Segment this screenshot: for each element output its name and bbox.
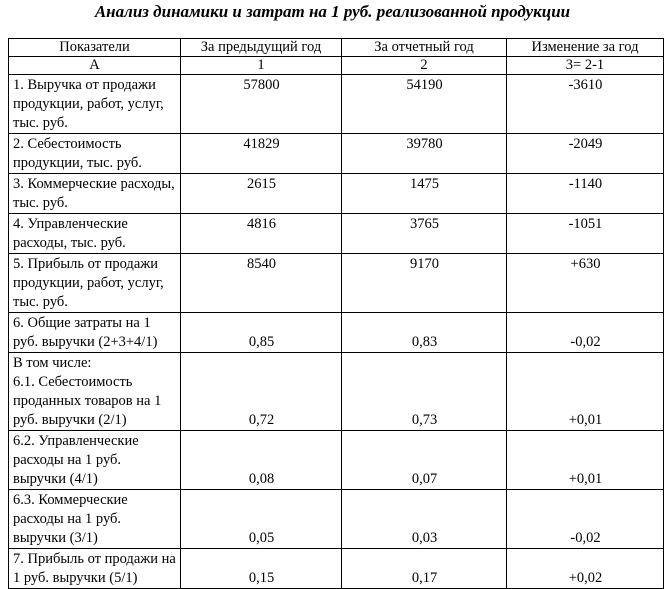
curr-year-cell: 3765 (342, 214, 507, 254)
change-cell: +0,02 (507, 549, 664, 589)
table-row (9, 549, 664, 589)
col-header-change: Изменение за год (507, 39, 664, 57)
table-row (9, 490, 664, 549)
subheader-2: 2 (342, 57, 507, 75)
indicator-intro: В том числе: (13, 355, 92, 371)
subheader-1: 1 (181, 57, 342, 75)
prev-year-cell: 0,15 (181, 549, 342, 589)
curr-year-cell: 1475 (342, 174, 507, 214)
prev-year-cell: 0,05 (181, 490, 342, 549)
change-cell: -0,02 (507, 313, 664, 353)
change-cell: +630 (507, 254, 664, 313)
curr-year-cell: 0,83 (342, 313, 507, 353)
curr-year-cell: 0,17 (342, 549, 507, 589)
page-title: Анализ динамики и затрат на 1 руб. реализованной продукции (94, 2, 571, 21)
indicator-cell: 3. Коммерческие расходы, тыс. руб. (9, 174, 181, 214)
prev-year-cell: 8540 (181, 254, 342, 313)
change-cell: -3610 (507, 75, 664, 134)
prev-year-cell: 41829 (181, 134, 342, 174)
curr-year-cell: 0,07 (342, 431, 507, 490)
header-row (9, 39, 664, 57)
subheader-3: 3= 2-1 (507, 57, 664, 75)
prev-year-cell: 0,72 (181, 353, 342, 431)
indicator-cell: 2. Себестоимость продукции, тыс. руб. (9, 134, 181, 174)
change-cell: -1051 (507, 214, 664, 254)
col-header-curr-year: За отчетный год (342, 39, 507, 57)
table-row (9, 174, 664, 214)
indicator-text: 6.1. Себестоимость проданных товаров на 1 руб. выручки (2/1) (13, 374, 162, 428)
table-row (9, 214, 664, 254)
table-row (9, 353, 664, 431)
change-cell: -2049 (507, 134, 664, 174)
curr-year-cell: 9170 (342, 254, 507, 313)
indicator-cell: 6. Общие затраты на 1 руб. выручки (2+3+4/1) (9, 313, 181, 353)
prev-year-cell: 2615 (181, 174, 342, 214)
col-header-prev-year: За предыдущий год (181, 39, 342, 57)
curr-year-cell: 39780 (342, 134, 507, 174)
prev-year-cell: 4816 (181, 214, 342, 254)
curr-year-cell: 54190 (342, 75, 507, 134)
change-cell: -0,02 (507, 490, 664, 549)
curr-year-cell: 0,73 (342, 353, 507, 431)
subheader-row (9, 57, 664, 75)
indicator-cell: 4. Управленческие расходы, тыс. руб. (9, 214, 181, 254)
table-row (9, 254, 664, 313)
col-header-indicator: Показатели (9, 39, 181, 57)
table-row (9, 75, 664, 134)
table-row (9, 313, 664, 353)
prev-year-cell: 0,08 (181, 431, 342, 490)
table-row (9, 431, 664, 490)
indicator-cell (9, 353, 181, 431)
prev-year-cell: 0,85 (181, 313, 342, 353)
table-row (9, 134, 664, 174)
indicator-cell: 6.2. Управленческие расходы на 1 руб. выручки (4/1) (9, 431, 181, 490)
change-cell: +0,01 (507, 431, 664, 490)
indicator-cell: 6.3. Коммерческие расходы на 1 руб. выручки (3/1) (9, 490, 181, 549)
prev-year-cell: 57800 (181, 75, 342, 134)
indicator-cell: 5. Прибыль от продажи продукции, работ, услуг, тыс. руб. (9, 254, 181, 313)
change-cell: +0,01 (507, 353, 664, 431)
indicator-cell: 1. Выручка от продажи продукции, работ, услуг, тыс. руб. (9, 75, 181, 134)
indicator-cell: 7. Прибыль от продажи на 1 руб. выручки (5/1) (9, 549, 181, 589)
data-table (8, 38, 664, 589)
curr-year-cell: 0,03 (342, 490, 507, 549)
subheader-a: А (9, 57, 181, 75)
change-cell: -1140 (507, 174, 664, 214)
